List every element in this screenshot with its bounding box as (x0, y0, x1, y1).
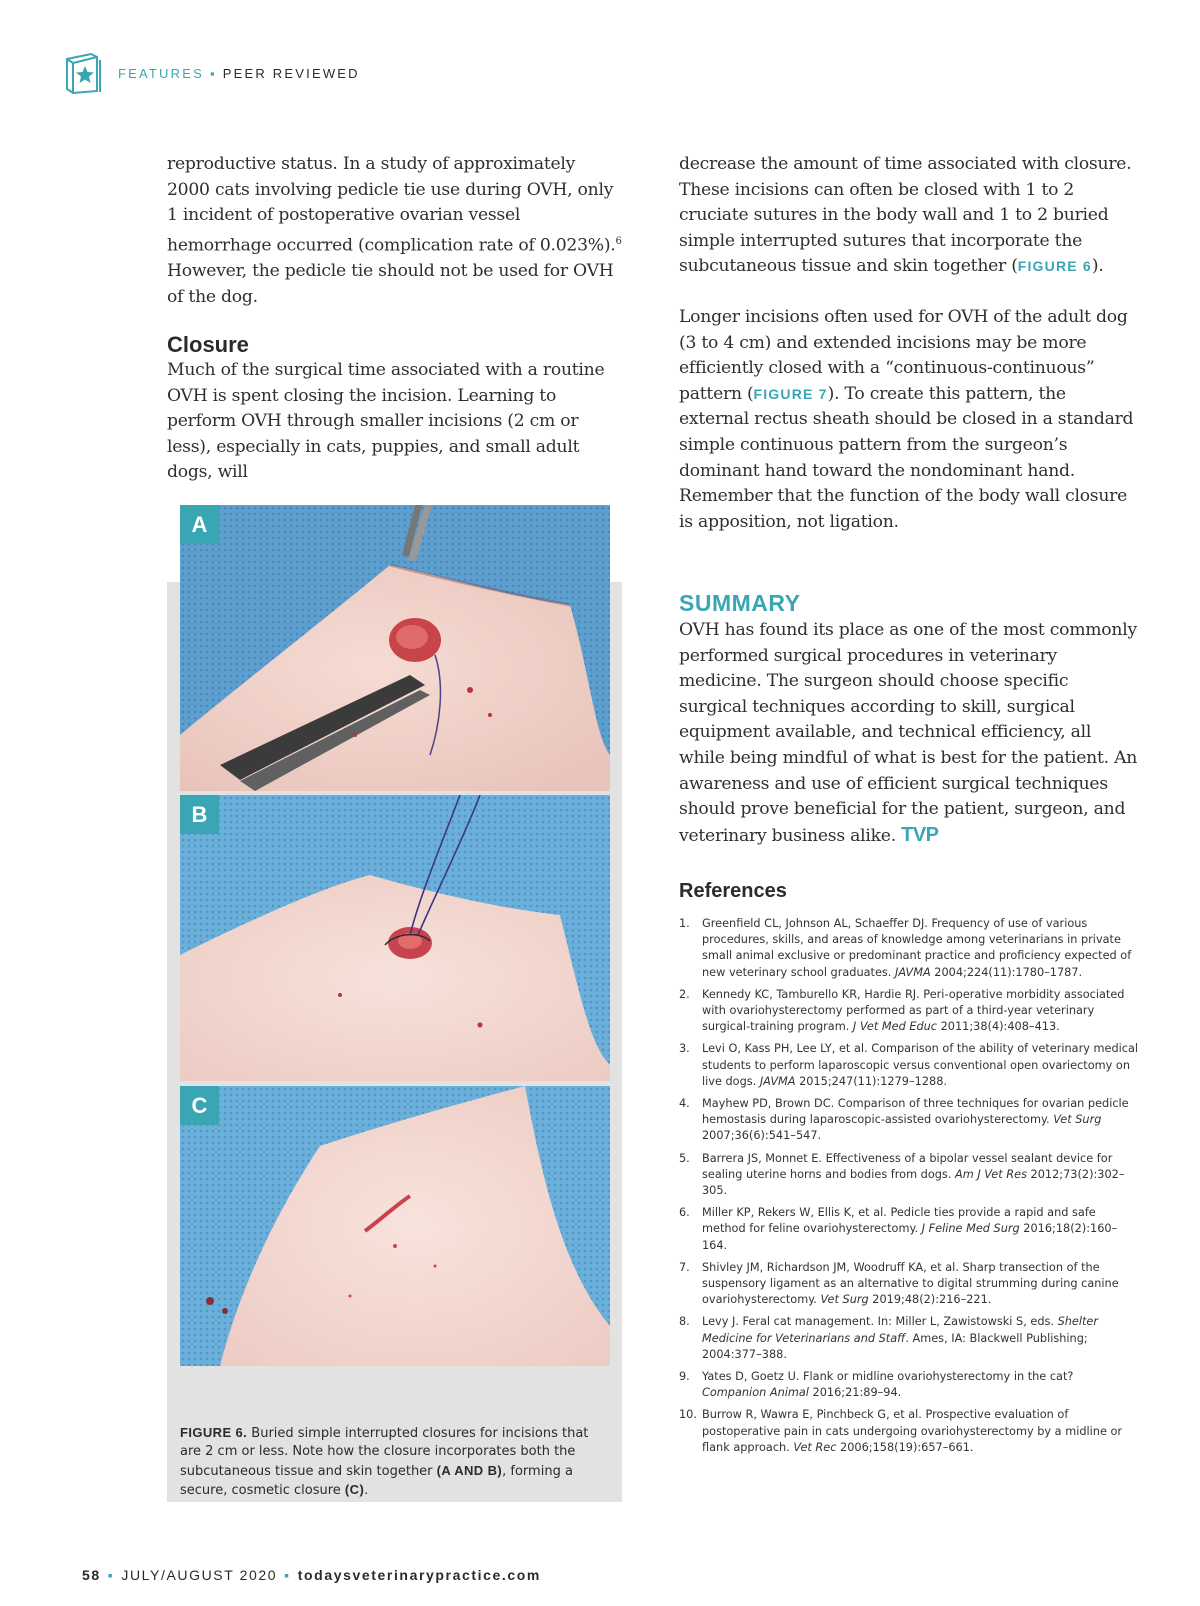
figure-7-link[interactable]: FIGURE 7 (753, 385, 828, 402)
section-label: FEATURES (118, 65, 204, 81)
section-heading-summary: SUMMARY (679, 590, 801, 616)
reference-text (702, 1314, 1141, 1363)
reference-number: 8. (679, 1315, 690, 1329)
reference-citation: 2007;36(6):541–547. (702, 1129, 822, 1143)
reference-authors-title: Mayhew PD, Brown DC. Comparison of three techniques for ovarian pedicle hemostasis during laparoscopic-assisted ovariohysterectomy. (702, 1097, 1129, 1127)
reference-text (702, 916, 1141, 981)
references-heading: References (679, 880, 787, 902)
website-link[interactable]: todaysveterinarypractice.com (297, 1567, 541, 1583)
caption-text: Buried simple interrupted closures for incisions that are 2 cm or less. Note how the closure incorporates both the subcutaneous tissue and skin together (180, 1426, 589, 1479)
reference-citation: 2011;38(4):408–413. (937, 1020, 1060, 1034)
reference-text (702, 987, 1141, 1036)
separator: ▪ (209, 65, 217, 81)
separator: ▪ (107, 1567, 115, 1583)
reference-text (702, 1096, 1141, 1145)
paragraph-text: decrease the amount of time associated with closure. These incisions can often be closed with 1 to 2 cruciate sutures in the body wall and 1 to 2 buried simple interrupted sutures that incorporate the subcutaneous tissue and skin together ( (679, 154, 1132, 277)
reference-citation: 2015;247(11):1279–1288. (795, 1074, 947, 1088)
issue-date: JULY/AUGUST 2020 (121, 1567, 278, 1583)
reference-item (679, 1407, 1141, 1456)
reference-item (679, 1096, 1141, 1145)
reference-authors-title: Levi O, Kass PH, Lee LY, et al. Comparison of the ability of veterinary medical students to perform laparoscopic versus conventional open ovariectomy on live dogs. (702, 1042, 1139, 1088)
reference-item (679, 1260, 1141, 1309)
reference-authors-title: Levy J. Feral cat management. In: Miller L, Zawistowski S, eds. (702, 1315, 1058, 1329)
reference-citation: 2004;224(11):1780–1787. (930, 965, 1083, 979)
page-header (64, 50, 360, 96)
citation-superscript: 6 (615, 235, 622, 247)
reference-item (679, 1314, 1141, 1363)
reference-item (679, 916, 1141, 981)
figure-photo-b (180, 795, 610, 1081)
section-heading-closure: Closure (167, 332, 249, 357)
body-paragraph (679, 618, 1139, 849)
reference-number: 1. (679, 917, 690, 930)
reference-journal: JAVMA (895, 965, 931, 979)
reference-authors-title: Burrow R, Wawra E, Pinchbeck G, et al. Prospective evaluation of postoperative pain in cats undergoing ovariohysterectomy by a midline or flank approach. (702, 1408, 1123, 1454)
reference-citation: 2016;18(2):160–164. (702, 1222, 1118, 1252)
figure-photo-c (180, 1086, 610, 1372)
paragraph-text: reproductive status. In a study of approximately 2000 cats involving pedicle tie use during OVH, only 1 incident of postoperative ovarian vessel hemorrhage occurred (complication rate of 0.023%). (167, 154, 616, 256)
panel-label-a: A (180, 505, 219, 544)
reference-citation: 2006;158(19):657–661. (836, 1440, 974, 1454)
paragraph-text: ). (1091, 256, 1104, 277)
reference-authors-title: Barrera JS, Monnet E. Effectiveness of a bipolar vessel sealant device for sealing uterine horns and bodies from dogs. (702, 1151, 1113, 1181)
figure-photo-a (180, 505, 610, 791)
caption-label: FIGURE 6. (180, 1425, 248, 1440)
reference-journal: JAVMA (759, 1074, 796, 1088)
body-paragraph (167, 152, 622, 310)
figure-caption (180, 1424, 610, 1501)
reference-text (702, 1369, 1141, 1401)
reference-journal: J Vet Med Educ (852, 1020, 938, 1034)
reference-number: 9. (679, 1370, 690, 1384)
reference-text (702, 1407, 1141, 1456)
reference-authors-title: Yates D, Goetz U. Flank or midline ovariohysterectomy in the cat? (702, 1370, 1074, 1384)
reference-journal: Vet Rec (793, 1440, 837, 1454)
reference-item (679, 987, 1141, 1036)
reference-journal: Shelter Medicine for Veterinarians and Staff (702, 1315, 1099, 1345)
caption-bold: (A AND B) (436, 1462, 503, 1478)
surgical-photo-b (180, 795, 610, 1081)
reference-authors-title: Shivley JM, Richardson JM, Woodruff KA, et al. Sharp transection of the suspensory ligament as an alternative to digital strumming during canine ovariohysterectomy. (702, 1260, 1119, 1307)
body-paragraph (679, 152, 1139, 280)
reference-citation: . Ames, IA: Blackwell Publishing; 2004:377–388. (702, 1331, 1088, 1361)
reference-citation: 2016;21:89–94. (808, 1386, 902, 1400)
reference-text (702, 1260, 1141, 1309)
caption-text: , forming a secure, cosmetic closure (180, 1463, 573, 1499)
reference-text (702, 1151, 1141, 1200)
separator: ▪ (284, 1567, 291, 1583)
book-star-icon (64, 51, 104, 95)
reference-number: 6. (679, 1206, 690, 1220)
paragraph-text: OVH has found its place as one of the most commonly performed surgical procedures in veterinary medicine. The surgeon should choose specific surgical techniques according to skill, surgical equipment available, and technical efficiency, all while being mindful of what is best for the patient. An awareness and use of efficient surgical techniques should prove beneficial for the patient, surgeon, and veterinary business alike. (679, 620, 1138, 846)
page-number: 58 (82, 1567, 101, 1583)
paragraph-text: Longer incisions often used for OVH of the adult dog (3 to 4 cm) and extended incisions may be more efficiently closed with a “continuous-continuous” pattern ( (679, 307, 1128, 404)
reference-number: 5. (679, 1151, 690, 1165)
paragraph-text: ). To create this pattern, the external rectus sheath should be closed in a standard simple continuous pattern from the surgeon’s dominant hand toward the nondominant hand. Remember that the function of the body wall closure is apposition, not ligation. (679, 383, 1134, 532)
right-column-paragraph-2 (679, 305, 1139, 535)
closure-body (167, 358, 622, 486)
panel-label-c: C (180, 1086, 219, 1125)
page-footer (82, 1567, 541, 1583)
reference-item (679, 1151, 1141, 1200)
figure-6-link[interactable]: FIGURE 6 (1017, 258, 1092, 275)
category-label: PEER REVIEWED (222, 65, 360, 81)
reference-text (702, 1041, 1141, 1090)
reference-item (679, 1041, 1141, 1090)
reference-authors-title: Kennedy KC, Tamburello KR, Hardie RJ. Peri-operative morbidity associated with ovariohysterectomy performed as part of a third-year veterinary surgical-training program. (702, 987, 1125, 1034)
reference-journal: Vet Surg (1053, 1113, 1102, 1127)
reference-number: 3. (679, 1042, 690, 1056)
reference-authors-title: Greenfield CL, Johnson AL, Schaeffer DJ. Frequency of use of various procedures, skills, and areas of knowledge among veterinarians in private small animal exclusive or predominant practice and proficiency expected of new veterinary school graduates. (702, 917, 1132, 979)
references-list (679, 916, 1141, 1462)
reference-citation: 2012;73(2):302–305. (702, 1167, 1125, 1198)
reference-number: 10. (679, 1408, 697, 1422)
caption-bold: (C) (344, 1482, 365, 1498)
surgical-photo-a (180, 505, 610, 791)
reference-citation: 2019;48(2):216–221. (868, 1293, 992, 1307)
summary-body (679, 618, 1139, 849)
caption-text: . (364, 1483, 369, 1499)
reference-item (679, 1369, 1141, 1401)
reference-authors-title: Miller KP, Rekers W, Ellis K, et al. Pedicle ties provide a rapid and safe method for feline ovariohysterectomy. (702, 1206, 1096, 1236)
paragraph-text: However, the pedicle tie should not be used for OVH of the dog. (167, 261, 614, 307)
reference-journal: Vet Surg (820, 1293, 869, 1307)
reference-item (679, 1205, 1141, 1254)
reference-journal: J Feline Med Surg (921, 1222, 1020, 1236)
reference-text (702, 1205, 1141, 1254)
reference-number: 4. (679, 1097, 690, 1111)
section-kicker (118, 66, 360, 81)
reference-journal: Am J Vet Res (955, 1167, 1027, 1181)
reference-number: 2. (679, 987, 690, 1001)
body-paragraph: Much of the surgical time associated with a routine OVH is spent closing the incision. Learning to perform OVH through smaller incisions (2 cm or less), especially in cats, puppies, and small adult dogs, will (167, 360, 605, 483)
right-column-paragraph-1 (679, 152, 1139, 280)
end-mark-logo: TVP (901, 823, 939, 846)
left-column (167, 152, 622, 310)
reference-journal: Companion Animal (702, 1386, 809, 1400)
panel-label-b: B (180, 795, 219, 834)
body-paragraph (679, 305, 1139, 535)
reference-number: 7. (679, 1260, 690, 1274)
surgical-photo-c (180, 1086, 610, 1366)
